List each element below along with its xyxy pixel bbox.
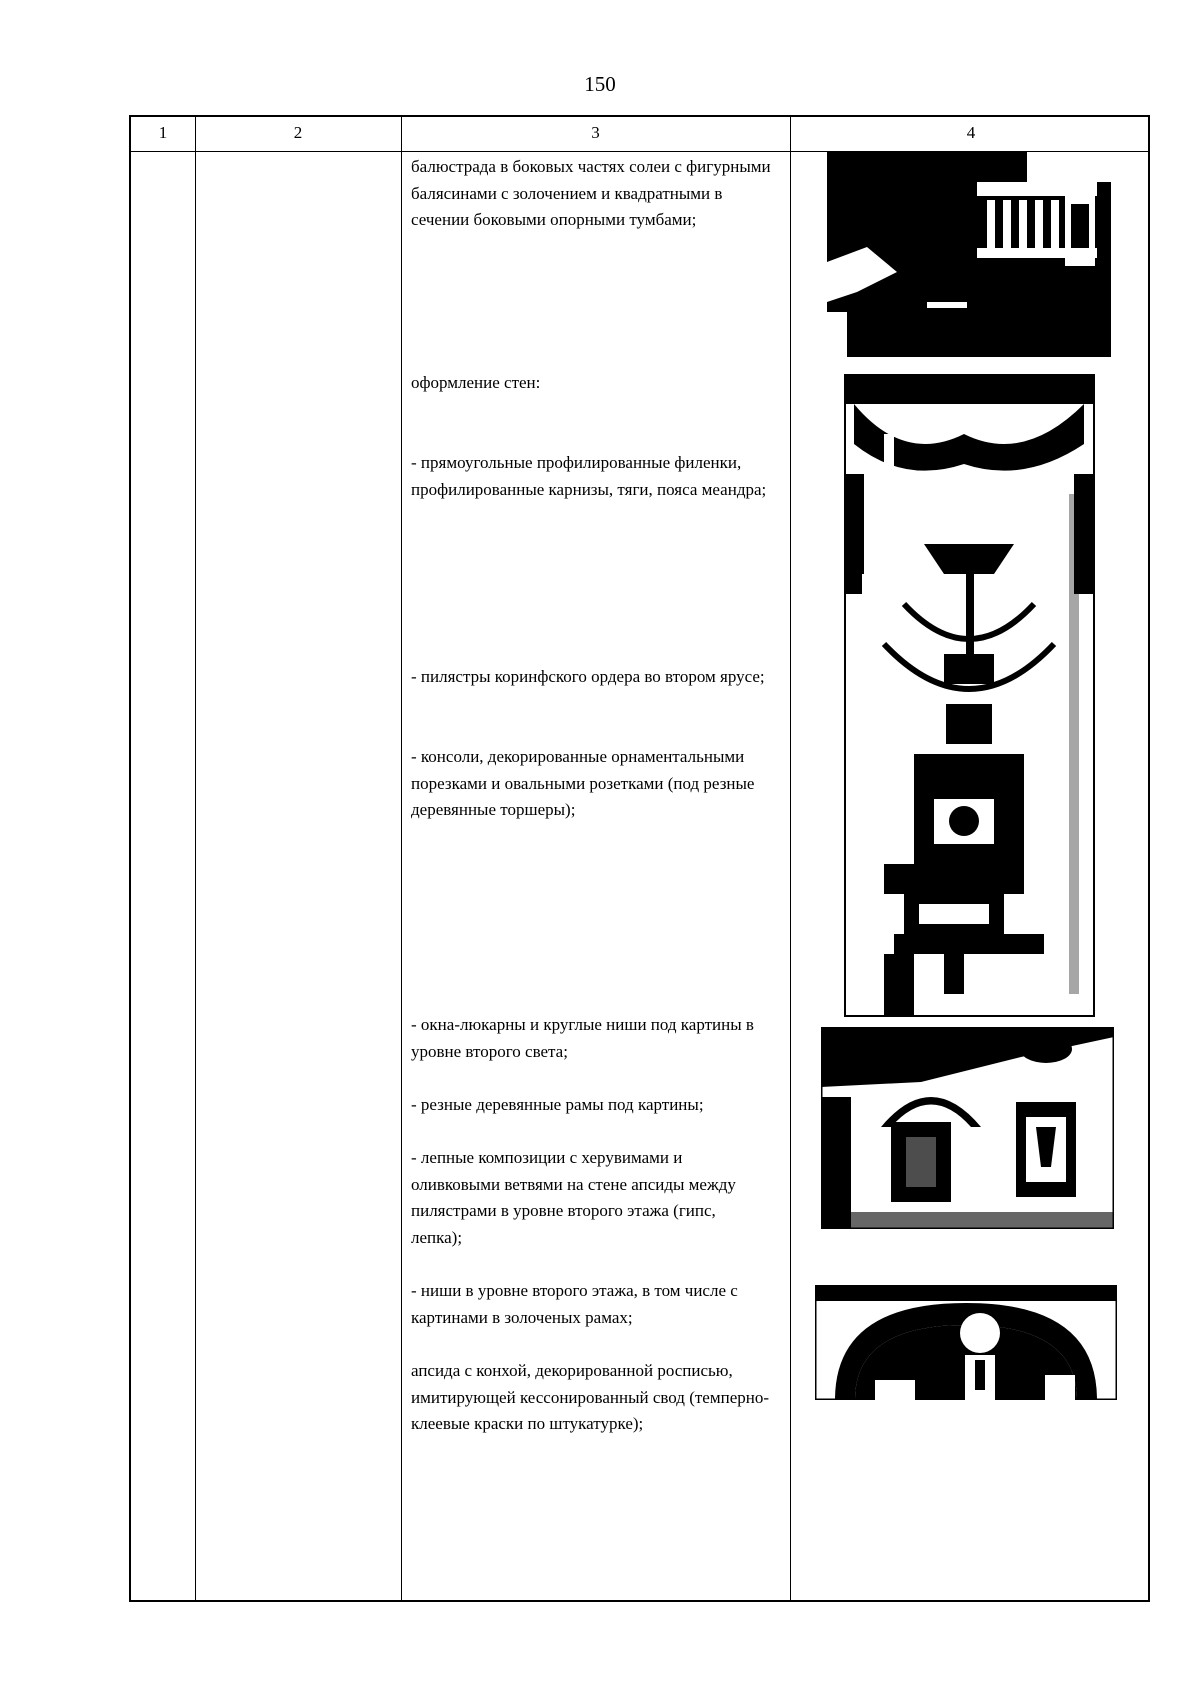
entry-consoles: - консоли, декорированные орнаментальными порезками и овальными розетками (под резные деревянные торшеры); [411,747,755,819]
column-divider [195,117,196,1600]
column-header-4: 4 [966,123,976,142]
entry-niches: - ниши в уровне второго этажа, в том числе с картинами в золоченых рамах; [411,1281,738,1327]
column-divider [790,117,791,1600]
entry-apse: апсида с конхой, декорированной росписью, имитирующей кессонированный свод (темперно-клеевые краски по штукатурке); [411,1361,770,1433]
entry-frames: - резные деревянные рамы под картины; [411,1095,704,1114]
entry-panels: - прямоугольные профилированные филенки, профилированные карнизы, тяги, пояса меандра; [411,453,767,499]
column-divider [401,117,402,1600]
column-header-1: 1 [158,123,168,142]
windows-frames-photo [821,1027,1114,1229]
column-header-3: 3 [591,123,600,142]
balustrade-photo [827,152,1111,357]
wall-candelabra-photo [844,374,1095,1017]
entry-walls-heading: оформление стен: [411,373,541,392]
entry-balustrade: балюстрада в боковых частях солеи с фигурными балясинами с золочением и квадратными в сечении боковыми опорными тумбами; [411,157,771,229]
apse-conch-photo [815,1285,1117,1400]
entry-pilasters: - пилястры коринфского ордера во втором ярусе; [411,667,765,686]
column-header-2: 2 [293,123,303,142]
entry-cherubs: - лепные композиции с херувимами и оливковыми ветвями на стене апсиды между пилястрами в уровне второго этажа (гипс, лепка); [411,1148,736,1247]
entry-windows: - окна-люкарны и круглые ниши под картины в уровне второго света; [411,1015,754,1061]
page-number: 150 [584,72,616,96]
